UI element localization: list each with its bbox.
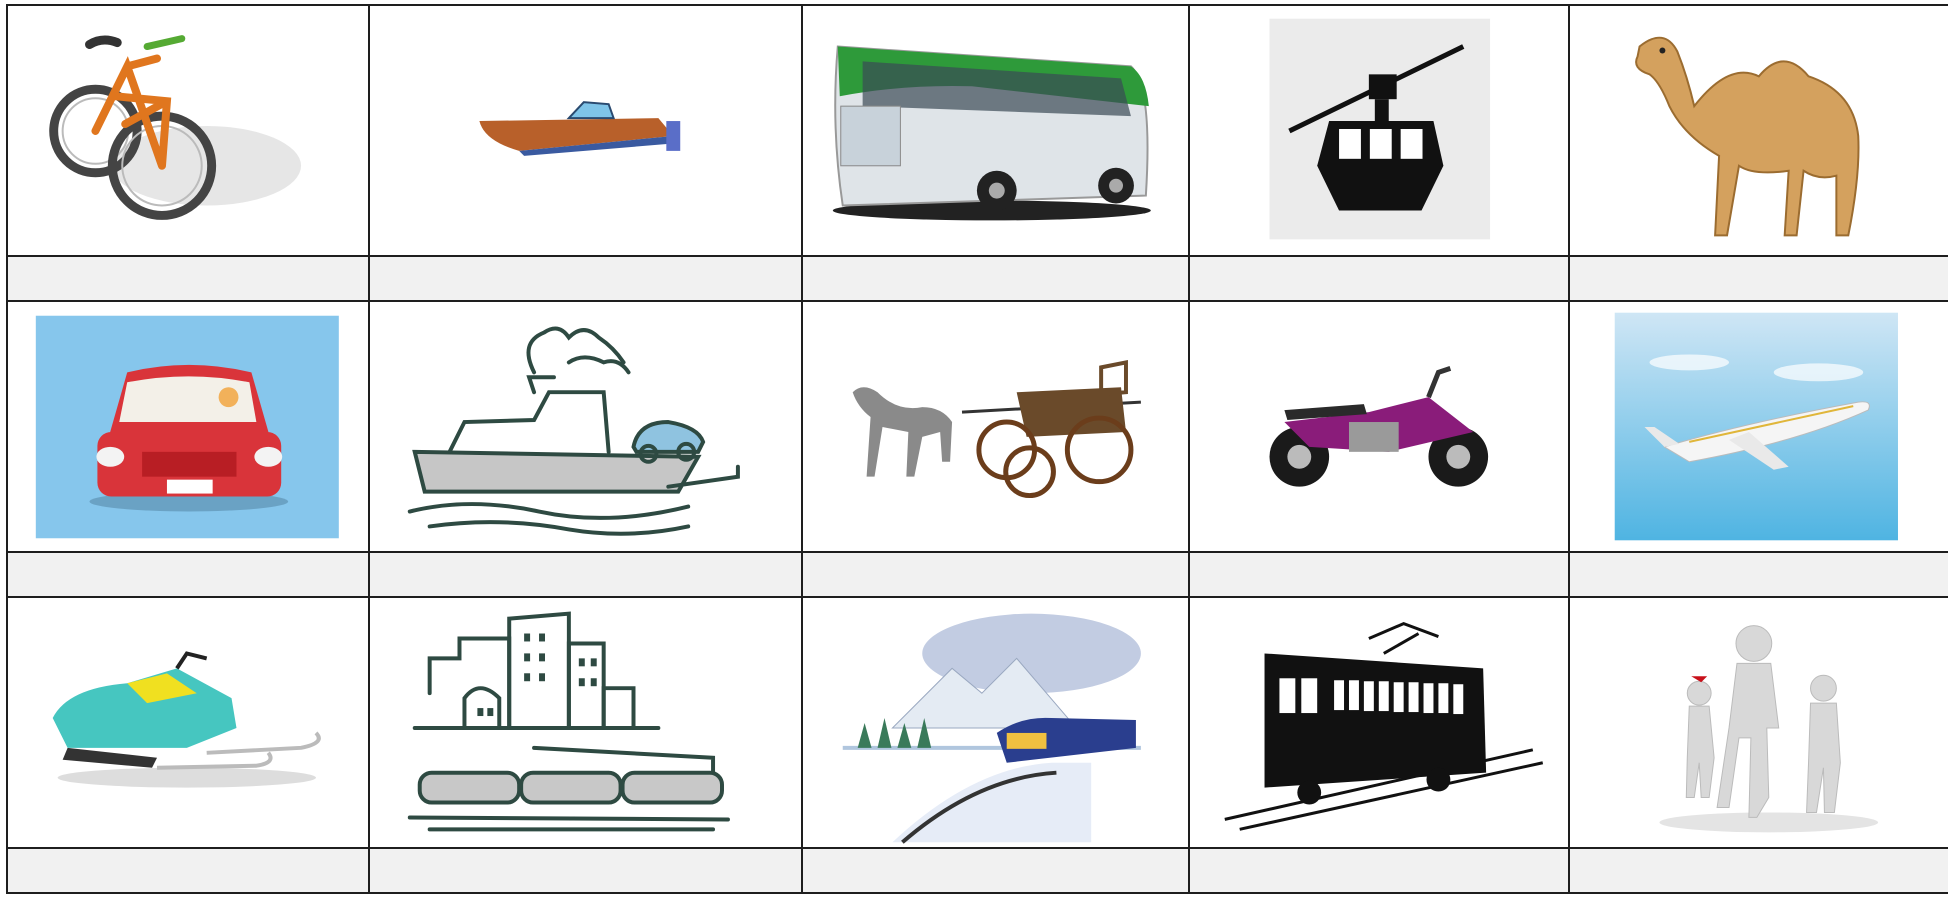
camel-picture <box>1570 6 1948 255</box>
label-cell[interactable] <box>1569 848 1948 893</box>
label-cell[interactable] <box>1189 552 1570 597</box>
mountain-train-picture <box>803 598 1188 847</box>
speedboat-picture <box>370 6 802 255</box>
label-row-1 <box>7 256 1948 301</box>
airplane-cell <box>1569 301 1948 552</box>
car-cell <box>7 301 369 552</box>
label-row-2 <box>7 552 1948 597</box>
label-cell[interactable] <box>7 552 369 597</box>
picture-row-1 <box>7 5 1948 256</box>
label-cell[interactable] <box>369 256 803 301</box>
label-cell[interactable] <box>1189 256 1570 301</box>
speedboat-cell <box>369 5 803 256</box>
horse-carriage-picture <box>803 302 1188 551</box>
airplane-picture <box>1570 302 1948 551</box>
label-cell[interactable] <box>802 256 1189 301</box>
label-cell[interactable] <box>369 552 803 597</box>
walking-family-picture <box>1570 598 1948 847</box>
city-train-cell <box>369 597 803 848</box>
snowmobile-picture <box>8 598 368 847</box>
label-row-3 <box>7 848 1948 893</box>
bus-cell <box>802 5 1189 256</box>
picture-row-3 <box>7 597 1948 848</box>
label-cell[interactable] <box>1569 256 1948 301</box>
transport-table <box>6 4 1948 894</box>
bicycle-cell <box>7 5 369 256</box>
cable-car-cell <box>1189 5 1570 256</box>
city-train-picture <box>370 598 802 847</box>
label-cell[interactable] <box>7 848 369 893</box>
motorcycle-cell <box>1189 301 1570 552</box>
bus-picture <box>803 6 1188 255</box>
bicycle-picture <box>8 6 368 255</box>
label-cell[interactable] <box>7 256 369 301</box>
tram-cell <box>1189 597 1570 848</box>
motorcycle-picture <box>1190 302 1569 551</box>
transport-grid <box>6 4 1948 894</box>
label-cell[interactable] <box>1569 552 1948 597</box>
camel-cell <box>1569 5 1948 256</box>
label-cell[interactable] <box>802 552 1189 597</box>
car-picture <box>8 302 368 551</box>
walking-family-cell <box>1569 597 1948 848</box>
label-cell[interactable] <box>369 848 803 893</box>
horse-carriage-cell <box>802 301 1189 552</box>
tram-picture <box>1190 598 1569 847</box>
cable-car-picture <box>1190 6 1569 255</box>
ferry-cell <box>369 301 803 552</box>
mountain-train-cell <box>802 597 1189 848</box>
picture-row-2 <box>7 301 1948 552</box>
ferry-picture <box>370 302 802 551</box>
snowmobile-cell <box>7 597 369 848</box>
label-cell[interactable] <box>1189 848 1570 893</box>
label-cell[interactable] <box>802 848 1189 893</box>
